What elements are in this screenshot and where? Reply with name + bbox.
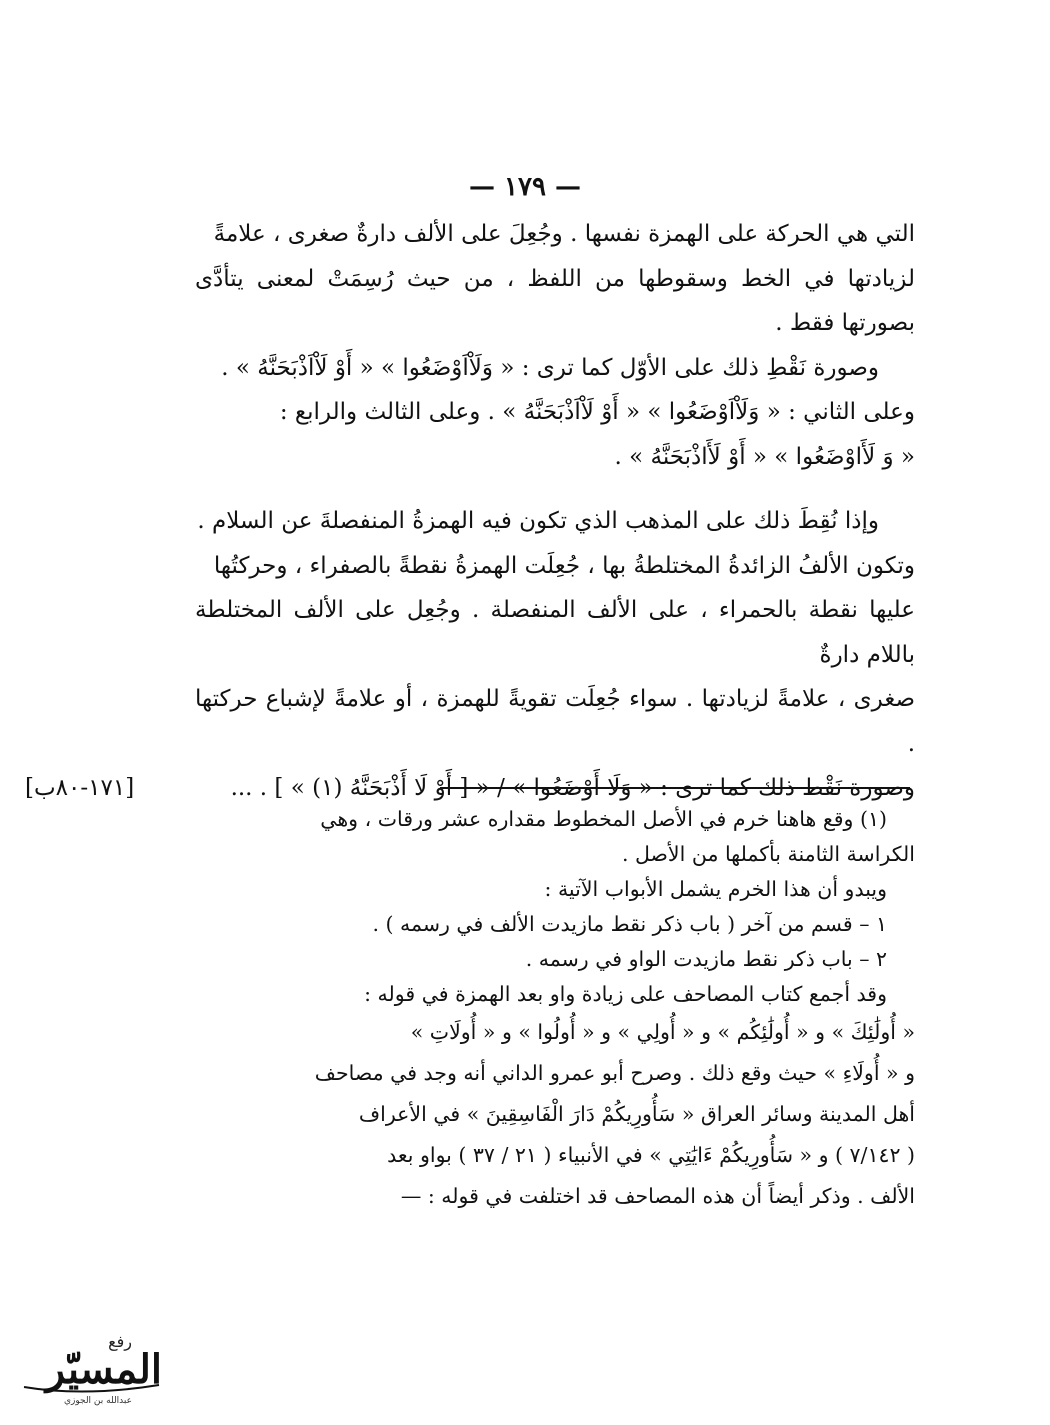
footnote-line: الكراسة الثامنة بأكملها من الأصل . (621, 842, 915, 866)
watermark-sub-text: عبدالله بن الجوزي (63, 1396, 132, 1406)
watermark-calligraphy-icon (14, 1325, 169, 1410)
text-line: وعلى الثاني : « وَلَاْاَوْضَعُوا » « أَوْ لَاْاَذْبَحَنَّهُ » . وعلى الثالث والرابع : (279, 399, 915, 425)
footnote-line: و « أُولَاءِ » حيث وقع ذلك . وصرح أبو عمرو الداني أنه وجد في مصاحف (314, 1061, 915, 1085)
footnote-line: وقد أجمع كتاب المصاحف على زيادة واو بعد الهمزة في قوله : (364, 982, 887, 1006)
text-line: « وَ لَأَاوْضَعُوا » « أَوْ لَأَاذْبَحَنَّهُ » . (614, 443, 915, 470)
footnote-separator (440, 787, 910, 789)
last-line-text: وصورة نَقْط ذلك كما ترى : « وَلَا أَوْضَعُوا » / « [ أَوْ لَا أَذْبَحَنَّهُ (١) » ] . ... (230, 775, 915, 801)
text-line: عليها نقطة بالحمراء ، على الألف المنفصلة . وجُعِل على الألف المختلطة باللام دارةٌ (195, 597, 915, 668)
footnote-line: ١ – قسم من آخر ( باب ذكر نقط مازيدت الألف في رسمه ) . (372, 912, 887, 936)
main-text (25, 212, 916, 811)
text-line: التي هي الحركة على الهمزة نفسها . وجُعِلَ على الألف دارةٌ صغرى ، علامةً (213, 221, 915, 247)
text-line: وإذا نُقِطَ ذلك على المذهب الذي تكون فيه الهمزةُ المنفصلةَ عن السلام . (197, 508, 879, 534)
text-line: صغرى ، علامةً لزيادتها . سواء جُعِلَت تقويةً للهمزة ، أو علامةً لإشباع حركتها . (195, 686, 915, 757)
footnote-line: ( ٧/١٤٢ ) و « سَأُورِيكُمْ ءَايَٰتِي » في الأنبياء ( ٢١ / ٣٧ ) بواو بعد (387, 1143, 915, 1167)
watermark-logo (14, 1325, 169, 1410)
text-line: وصورة نَقْطِ ذلك على الأوّل كما ترى : « وَلَاْاَوْضَعُوا » « أَوْ لَاْاَذْبَحَنَّهُ » . (221, 354, 879, 381)
footnotes (205, 802, 915, 1217)
text-line: وتكون الألفُ الزائدةُ المختلطةُ بها ، جُعِلَت الهمزةُ نقطةً بالصفراء ، وحركتُها (213, 552, 915, 579)
paragraph-gap (195, 479, 915, 499)
page-number: — ١٧٩ — (468, 172, 582, 202)
footnote-line: ويبدو أن هذا الخرم يشمل الأبواب الآتية : (544, 877, 887, 901)
footnote-line: (١) وقع هاهنا خرم في الأصل المخطوط مقداره عشر ورقات ، وهي (320, 807, 887, 831)
footnote-line: أهل المدينة وسائر العراق « سَأُورِيكُمْ دَارَ الْفَاسِقِينَ » في الأعراف (358, 1102, 915, 1126)
watermark-small-text: رفع (108, 1332, 132, 1351)
footnote-line: ٢ – باب ذكر نقط مازيدت الواو في رسمه . (525, 947, 887, 971)
text-line: لزيادتها في الخط وسقوطها من اللفظ ، من حيث رُسِمَتْ لمعنى يتأدَّى بصورتها فقط . (195, 265, 916, 336)
watermark-main-text: المسيّر (45, 1346, 162, 1393)
folio-reference: [١٧١-٨٠ب] (25, 775, 135, 801)
footnote-line: الألف . وذكر أيضاً أن هذه المصاحف قد اختلفت في قوله : — (400, 1184, 915, 1208)
footnote-line: « أُولَٰئِكَ » و « أُولَٰئِكُم » و « أُولِي » و « أُولُوا » و « أُولَاتِ » (410, 1020, 915, 1044)
